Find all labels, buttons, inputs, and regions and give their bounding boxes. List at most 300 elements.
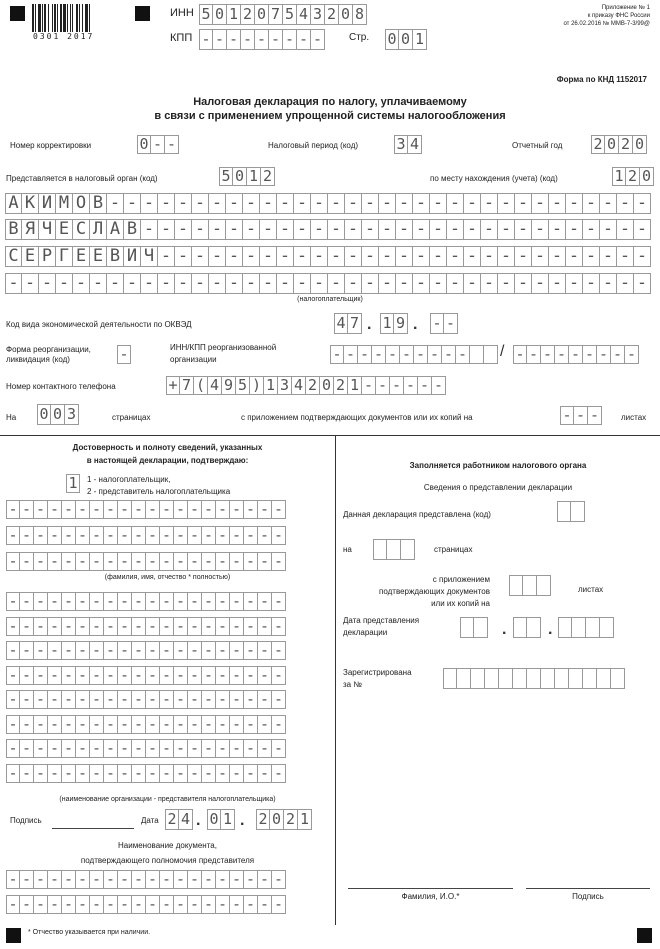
char-cell: -: [396, 273, 413, 294]
char-cell: -: [230, 641, 244, 660]
char-cell: А: [107, 219, 124, 240]
location-cells[interactable]: [612, 167, 654, 186]
okved-part2[interactable]: [380, 313, 408, 334]
char-cell: 4: [408, 135, 422, 154]
char-cell: -: [6, 526, 20, 545]
char-cell: 5: [283, 4, 297, 25]
okved-dot: .: [367, 316, 372, 333]
taxpayer-line[interactable]: [5, 219, 651, 240]
char-cell: -: [124, 193, 141, 214]
reorg-cells[interactable]: [117, 345, 131, 364]
char-cell: -: [34, 526, 48, 545]
char-cell: -: [107, 273, 124, 294]
appendix-line1: Приложение № 1: [601, 5, 650, 11]
char-cell: 4: [179, 809, 193, 830]
org-line[interactable]: [6, 715, 286, 734]
char-cell: -: [62, 617, 76, 636]
char-cell: -: [146, 552, 160, 571]
char-cell: -: [118, 764, 132, 783]
char-cell: [485, 668, 499, 689]
char-cell: -: [244, 592, 258, 611]
char-cell: -: [414, 345, 428, 364]
char-cell: -: [209, 193, 226, 214]
right-sheets-label: листах: [578, 585, 604, 594]
char-cell: 2: [591, 135, 605, 154]
char-cell: -: [34, 739, 48, 758]
date-year-cells[interactable]: [256, 809, 312, 830]
char-cell: 0: [137, 135, 151, 154]
right-date-year[interactable]: [558, 617, 614, 638]
char-cell: -: [90, 739, 104, 758]
char-cell: -: [625, 345, 639, 364]
char-cell: -: [146, 526, 160, 545]
char-cell: -: [6, 666, 20, 685]
kpp-cells[interactable]: [199, 29, 325, 50]
char-cell: -: [444, 313, 458, 334]
signature-label: Подпись: [10, 816, 42, 825]
char-cell: -: [104, 641, 118, 660]
char-cell: -: [311, 219, 328, 240]
char-cell: 0: [213, 4, 227, 25]
char-cell: [586, 617, 600, 638]
char-cell: -: [118, 552, 132, 571]
doc-label2: подтверждающего полномочия представителя: [80, 856, 255, 865]
char-cell: -: [90, 715, 104, 734]
submitted-label: Данная декларация представлена (код): [343, 510, 491, 519]
char-cell: -: [226, 246, 243, 267]
char-cell: -: [192, 193, 209, 214]
org-line[interactable]: [6, 666, 286, 685]
char-cell: Е: [90, 246, 107, 267]
right-header: Заполняется работником налогового органа: [409, 461, 587, 470]
char-cell: -: [20, 641, 34, 660]
char-cell: -: [48, 526, 62, 545]
char-cell: -: [141, 193, 158, 214]
char-cell: [537, 575, 551, 596]
char-cell: Л: [90, 219, 107, 240]
char-cell: -: [146, 666, 160, 685]
char-cell: -: [34, 666, 48, 685]
char-cell: 2: [306, 376, 320, 395]
char-cell: -: [230, 715, 244, 734]
char-cell: -: [76, 739, 90, 758]
char-cell: 5: [219, 167, 233, 186]
char-cell: 1: [247, 167, 261, 186]
char-cell: -: [244, 500, 258, 519]
org-line[interactable]: [6, 739, 286, 758]
org-line[interactable]: [6, 641, 286, 660]
date-month-cells[interactable]: [207, 809, 235, 830]
char-cell: -: [549, 273, 566, 294]
char-cell: -: [294, 193, 311, 214]
signer-option2: 2 - представитель налогоплательщика: [87, 487, 231, 496]
char-cell: 7: [180, 376, 194, 395]
char-cell: 0: [51, 404, 65, 425]
char-cell: -: [141, 219, 158, 240]
char-cell: -: [76, 500, 90, 519]
char-cell: 3: [65, 404, 79, 425]
char-cell: -: [118, 715, 132, 734]
char-cell: -: [192, 219, 209, 240]
org-line[interactable]: [6, 617, 286, 636]
char-cell: -: [90, 273, 107, 294]
barcode-number: 0301 2017: [33, 32, 95, 41]
char-cell: 1: [380, 313, 394, 334]
char-cell: -: [20, 870, 34, 889]
char-cell: -: [230, 526, 244, 545]
char-cell: 5: [199, 4, 213, 25]
char-cell: 1: [348, 376, 362, 395]
right-sign-line[interactable]: [526, 888, 650, 889]
char-cell: [527, 668, 541, 689]
char-cell: -: [174, 552, 188, 571]
char-cell: -: [90, 690, 104, 709]
char-cell: -: [202, 552, 216, 571]
char-cell: -: [379, 273, 396, 294]
char-cell: 1: [298, 809, 312, 830]
char-cell: -: [174, 739, 188, 758]
pages-cells[interactable]: [37, 404, 79, 425]
tax-period-cells[interactable]: [394, 135, 422, 154]
char-cell: -: [362, 246, 379, 267]
char-cell: -: [260, 246, 277, 267]
right-sign-caption: Подпись: [572, 892, 604, 901]
char-cell: -: [104, 666, 118, 685]
char-cell: -: [297, 29, 311, 50]
char-cell: -: [160, 617, 174, 636]
char-cell: -: [62, 764, 76, 783]
char-cell: [443, 668, 457, 689]
char-cell: -: [617, 219, 634, 240]
char-cell: -: [532, 193, 549, 214]
reorg-label1: Форма реорганизации,: [6, 345, 91, 354]
char-cell: -: [569, 345, 583, 364]
char-cell: -: [532, 246, 549, 267]
char-cell: -: [230, 895, 244, 914]
char-cell: -: [442, 345, 456, 364]
inn-cells[interactable]: [199, 4, 367, 25]
char-cell: -: [202, 764, 216, 783]
char-cell: -: [258, 870, 272, 889]
submitted-cells[interactable]: [557, 501, 585, 522]
doc-line[interactable]: [6, 895, 286, 914]
char-cell: -: [146, 641, 160, 660]
barcode-image: [32, 4, 117, 32]
taxpayer-line[interactable]: [5, 193, 651, 214]
char-cell: -: [90, 592, 104, 611]
char-cell: -: [132, 895, 146, 914]
char-cell: [401, 539, 415, 560]
char-cell: -: [277, 246, 294, 267]
char-cell: -: [132, 715, 146, 734]
char-cell: 2: [241, 4, 255, 25]
right-fio-line[interactable]: [348, 888, 513, 889]
char-cell: -: [272, 690, 286, 709]
char-cell: -: [175, 219, 192, 240]
title-line2: в связи с применением упрощенной системы налогообложения: [154, 110, 506, 122]
char-cell: Е: [73, 246, 90, 267]
char-cell: -: [132, 739, 146, 758]
char-cell: -: [244, 690, 258, 709]
char-cell: -: [62, 592, 76, 611]
reorg-inn-cells[interactable]: [330, 345, 498, 364]
char-cell: -: [188, 552, 202, 571]
char-cell: -: [226, 273, 243, 294]
char-cell: -: [174, 500, 188, 519]
char-cell: -: [513, 345, 527, 364]
char-cell: -: [34, 500, 48, 519]
char-cell: -: [216, 715, 230, 734]
char-cell: -: [362, 193, 379, 214]
char-cell: -: [48, 870, 62, 889]
char-cell: [513, 617, 527, 638]
char-cell: -: [158, 219, 175, 240]
char-cell: -: [104, 526, 118, 545]
pages-on-label: На: [6, 413, 17, 422]
char-cell: -: [48, 690, 62, 709]
char-cell: -: [430, 193, 447, 214]
char-cell: -: [216, 895, 230, 914]
char-cell: -: [481, 273, 498, 294]
date-dot: .: [196, 812, 201, 829]
char-cell: -: [255, 29, 269, 50]
char-cell: 0: [339, 4, 353, 25]
char-cell: -: [404, 376, 418, 395]
char-cell: -: [583, 273, 600, 294]
char-cell: -: [583, 219, 600, 240]
right-pages-cells[interactable]: [373, 539, 415, 560]
footnote: * Отчество указывается при наличии.: [28, 929, 151, 936]
char-cell: -: [146, 500, 160, 519]
correction-cells[interactable]: [137, 135, 179, 154]
char-cell: -: [34, 870, 48, 889]
char-cell: А: [5, 193, 22, 214]
page-cells[interactable]: [385, 29, 427, 50]
char-cell: -: [258, 895, 272, 914]
date-label: Дата: [141, 816, 159, 825]
char-cell: -: [481, 219, 498, 240]
phone-label: Номер контактного телефона: [6, 382, 116, 391]
char-cell: -: [76, 870, 90, 889]
pages-attach-cells[interactable]: [560, 406, 602, 425]
right-date-month[interactable]: [513, 617, 541, 638]
char-cell: -: [174, 666, 188, 685]
title-line1: Налоговая декларация по налогу, уплачиваемому: [193, 96, 467, 108]
char-cell: -: [345, 273, 362, 294]
char-cell: -: [62, 500, 76, 519]
char-cell: -: [464, 273, 481, 294]
okved-part1[interactable]: [334, 313, 362, 334]
taxpayer-line[interactable]: [5, 246, 651, 267]
char-cell: -: [396, 246, 413, 267]
char-cell: -: [202, 666, 216, 685]
char-cell: -: [188, 715, 202, 734]
char-cell: -: [6, 715, 20, 734]
char-cell: -: [328, 193, 345, 214]
char-cell: -: [481, 246, 498, 267]
char-cell: -: [566, 246, 583, 267]
tax-period-label: Налоговый период (код): [268, 141, 359, 150]
char-cell: -: [160, 870, 174, 889]
char-cell: -: [202, 895, 216, 914]
char-cell: -: [118, 641, 132, 660]
okved-part3[interactable]: [430, 313, 458, 334]
char-cell: В: [90, 193, 107, 214]
fio-line[interactable]: [6, 526, 286, 545]
char-cell: -: [344, 345, 358, 364]
char-cell: -: [76, 715, 90, 734]
char-cell: -: [272, 617, 286, 636]
char-cell: Г: [56, 246, 73, 267]
char-cell: -: [358, 345, 372, 364]
char-cell: -: [464, 219, 481, 240]
signature-line[interactable]: [52, 828, 134, 829]
char-cell: -: [294, 273, 311, 294]
fio-line[interactable]: [6, 500, 286, 519]
signer-cell[interactable]: [66, 474, 80, 493]
char-cell: -: [160, 641, 174, 660]
char-cell: -: [160, 690, 174, 709]
char-cell: -: [202, 715, 216, 734]
char-cell: 2: [334, 376, 348, 395]
char-cell: -: [188, 641, 202, 660]
char-cell: В: [107, 246, 124, 267]
phone-cells[interactable]: [166, 376, 446, 395]
char-cell: -: [107, 193, 124, 214]
char-cell: -: [158, 246, 175, 267]
char-cell: -: [216, 526, 230, 545]
right-date-dot: .: [502, 621, 507, 638]
char-cell: 0: [320, 376, 334, 395]
char-cell: -: [132, 500, 146, 519]
reg-cells[interactable]: [443, 668, 625, 689]
char-cell: -: [209, 246, 226, 267]
char-cell: 8: [353, 4, 367, 25]
char-cell: -: [202, 500, 216, 519]
char-cell: -: [566, 193, 583, 214]
char-cell: -: [541, 345, 555, 364]
report-year-cells[interactable]: [591, 135, 647, 154]
char-cell: -: [48, 552, 62, 571]
char-cell: [474, 617, 488, 638]
char-cell: -: [230, 666, 244, 685]
char-cell: [470, 345, 484, 364]
char-cell: -: [158, 193, 175, 214]
org-line[interactable]: [6, 690, 286, 709]
char-cell: -: [62, 552, 76, 571]
char-cell: -: [34, 592, 48, 611]
reorg-slash: /: [500, 343, 505, 360]
char-cell: -: [600, 246, 617, 267]
right-date-dot: .: [548, 621, 553, 638]
confirm-line1: Достоверность и полноту сведений, указанных: [72, 443, 263, 452]
char-cell: -: [376, 376, 390, 395]
char-cell: 0: [605, 135, 619, 154]
char-cell: И: [124, 246, 141, 267]
char-cell: -: [515, 246, 532, 267]
pages-sheets-label: листах: [621, 413, 647, 422]
taxpayer-line[interactable]: [5, 273, 651, 294]
char-cell: 2: [256, 809, 270, 830]
char-cell: 1: [66, 474, 80, 493]
char-cell: -: [104, 715, 118, 734]
char-cell: -: [158, 273, 175, 294]
char-cell: -: [617, 273, 634, 294]
char-cell: -: [118, 526, 132, 545]
right-attach-label1: с приложением: [432, 575, 490, 584]
char-cell: -: [413, 193, 430, 214]
char-cell: -: [160, 895, 174, 914]
char-cell: -: [160, 552, 174, 571]
char-cell: -: [209, 273, 226, 294]
char-cell: -: [132, 870, 146, 889]
char-cell: -: [188, 500, 202, 519]
right-pages-label: страницах: [434, 545, 473, 554]
char-cell: -: [430, 219, 447, 240]
char-cell: -: [258, 641, 272, 660]
taxpayer-caption: (налогоплательщик): [297, 296, 363, 303]
doc-line[interactable]: [6, 870, 286, 889]
char-cell: -: [413, 219, 430, 240]
org-line[interactable]: [6, 592, 286, 611]
char-cell: -: [62, 895, 76, 914]
char-cell: -: [244, 526, 258, 545]
char-cell: -: [430, 313, 444, 334]
char-cell: -: [396, 193, 413, 214]
char-cell: -: [20, 500, 34, 519]
char-cell: -: [258, 500, 272, 519]
char-cell: -: [241, 29, 255, 50]
char-cell: К: [22, 193, 39, 214]
char-cell: С: [73, 219, 90, 240]
right-date-day[interactable]: [460, 617, 488, 638]
char-cell: -: [244, 739, 258, 758]
doc-label1: Наименование документа,: [118, 841, 217, 850]
tax-authority-cells[interactable]: [219, 167, 275, 186]
date-day-cells[interactable]: [165, 809, 193, 830]
barcode: [32, 4, 117, 32]
char-cell: -: [174, 870, 188, 889]
char-cell: С: [5, 246, 22, 267]
char-cell: -: [311, 29, 325, 50]
okved-label: Код вида экономической деятельности по ОКВЭД: [6, 320, 192, 329]
char-cell: -: [272, 552, 286, 571]
char-cell: -: [362, 273, 379, 294]
char-cell: -: [104, 617, 118, 636]
char-cell: -: [202, 641, 216, 660]
right-attach-cells[interactable]: [509, 575, 551, 596]
char-cell: -: [583, 246, 600, 267]
char-cell: -: [5, 273, 22, 294]
char-cell: -: [174, 764, 188, 783]
vertical-divider: [335, 435, 336, 925]
char-cell: О: [73, 193, 90, 214]
char-cell: [572, 617, 586, 638]
right-attach-label2: подтверждающих документов: [379, 587, 490, 596]
char-cell: -: [146, 617, 160, 636]
char-cell: [555, 668, 569, 689]
char-cell: [457, 668, 471, 689]
char-cell: -: [230, 552, 244, 571]
char-cell: -: [230, 870, 244, 889]
char-cell: -: [20, 895, 34, 914]
char-cell: -: [345, 193, 362, 214]
reorg-kpp-cells[interactable]: [513, 345, 639, 364]
org-line[interactable]: [6, 764, 286, 783]
char-cell: -: [146, 764, 160, 783]
char-cell: В: [124, 219, 141, 240]
fio-line[interactable]: [6, 552, 286, 571]
